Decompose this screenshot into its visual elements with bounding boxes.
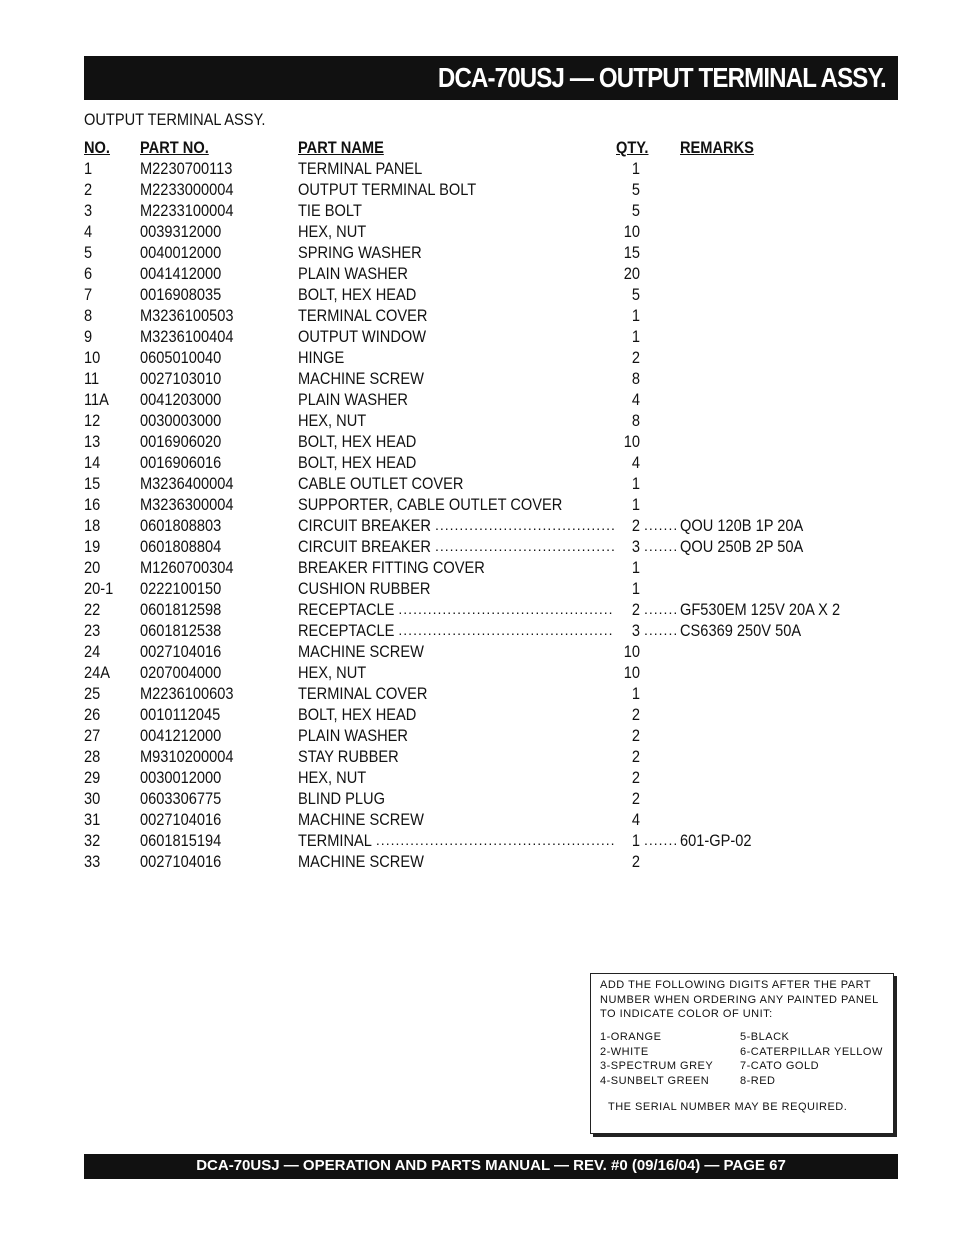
- part-name: CIRCUIT BREAKER: [298, 537, 431, 556]
- quantity: 5: [631, 285, 640, 304]
- quantity: 4: [631, 810, 640, 829]
- color-code: 1-ORANGE: [600, 1031, 662, 1043]
- item-number: 9: [84, 327, 93, 346]
- item-number: 23: [84, 621, 101, 640]
- quantity: 10: [623, 663, 640, 682]
- quantity: 2: [631, 726, 640, 745]
- item-number: 2: [84, 180, 93, 199]
- quantity: 1: [631, 159, 640, 178]
- table-row: [84, 767, 898, 788]
- part-number: M3236100404: [140, 327, 234, 346]
- table-row: [84, 830, 898, 851]
- part-number: 0603306775: [140, 789, 222, 808]
- table-row: [84, 410, 898, 431]
- part-number: 0041212000: [140, 726, 222, 745]
- table-row: [84, 473, 898, 494]
- quantity: 2: [631, 348, 640, 367]
- table-header-row: [84, 137, 898, 158]
- item-number: 11: [84, 369, 100, 388]
- quantity: 1: [631, 831, 640, 850]
- part-number: 0027104016: [140, 810, 222, 829]
- part-name: TERMINAL: [298, 831, 372, 850]
- dot-leader: [644, 536, 676, 557]
- part-number: 0601808803: [140, 516, 222, 535]
- part-number: 0222100150: [140, 579, 222, 598]
- column-header-remarks: REMARKS: [680, 138, 754, 157]
- part-number: M2233000004: [140, 180, 234, 199]
- item-number: 19: [84, 537, 101, 556]
- part-number: 0016908035: [140, 285, 222, 304]
- part-name: HEX, NUT: [298, 768, 367, 787]
- item-number: 8: [84, 306, 93, 325]
- part-name: BOLT, HEX HEAD: [298, 453, 417, 472]
- part-number: 0027104016: [140, 852, 222, 871]
- part-number: M1260700304: [140, 558, 234, 577]
- item-number: 28: [84, 747, 101, 766]
- table-row: [84, 599, 898, 620]
- quantity: 8: [631, 411, 640, 430]
- part-number: 0605010040: [140, 348, 222, 367]
- part-name: SUPPORTER, CABLE OUTLET COVER: [298, 495, 563, 514]
- part-number: 0027104016: [140, 642, 222, 661]
- part-number: M2233100004: [140, 201, 234, 220]
- item-number: 27: [84, 726, 101, 745]
- table-row: [84, 662, 898, 683]
- item-number: 10: [84, 348, 101, 367]
- part-name: BOLT, HEX HEAD: [298, 432, 417, 451]
- part-number: 0601815194: [140, 831, 222, 850]
- part-name: RECEPTACLE: [298, 621, 395, 640]
- page-title: DCA-70USJ — OUTPUT TERMINAL ASSY.: [438, 62, 886, 93]
- remarks: CS6369 250V 50A: [680, 621, 802, 640]
- dot-leader: [435, 536, 614, 557]
- color-code: 4-SUNBELT GREEN: [600, 1074, 710, 1087]
- color-code: 3-SPECTRUM GREY: [600, 1060, 714, 1072]
- table-row: [84, 326, 898, 347]
- quantity: 2: [631, 789, 640, 808]
- column-header-part-name: PART NAME: [298, 138, 384, 157]
- quantity: 10: [623, 222, 640, 241]
- part-name: OUTPUT TERMINAL BOLT: [298, 180, 477, 199]
- dot-leader: [398, 620, 614, 641]
- part-number: 0601808804: [140, 537, 222, 556]
- quantity: 2: [631, 705, 640, 724]
- table-body: [84, 158, 898, 872]
- part-number: M2236100603: [140, 684, 234, 703]
- part-number: M9310200004: [140, 747, 234, 766]
- item-number: 4: [84, 222, 93, 241]
- part-name: MACHINE SCREW: [298, 369, 424, 388]
- part-name: BLIND PLUG: [298, 789, 385, 808]
- part-number: M3236100503: [140, 306, 234, 325]
- remarks: QOU 250B 2P 50A: [680, 537, 804, 556]
- note-serial: THE SERIAL NUMBER MAY BE REQUIRED.: [608, 1101, 848, 1113]
- part-number: 0030003000: [140, 411, 222, 430]
- table-row: [84, 389, 898, 410]
- part-number: 0601812598: [140, 600, 222, 619]
- part-name: TERMINAL PANEL: [298, 159, 423, 178]
- dot-leader: [644, 515, 676, 536]
- item-number: 26: [84, 705, 101, 724]
- quantity: 1: [631, 579, 640, 598]
- table-row: [84, 284, 898, 305]
- part-number: 0041412000: [140, 264, 222, 283]
- dot-leader: [644, 830, 676, 851]
- item-number: 11A: [84, 390, 109, 409]
- part-name: TERMINAL COVER: [298, 306, 428, 325]
- part-name: BOLT, HEX HEAD: [298, 705, 417, 724]
- part-name: TIE BOLT: [298, 201, 362, 220]
- quantity: 5: [631, 201, 640, 220]
- quantity: 15: [623, 243, 640, 262]
- part-number: 0039312000: [140, 222, 222, 241]
- table-row: [84, 263, 898, 284]
- table-row: [84, 809, 898, 830]
- part-number: 0016906016: [140, 453, 222, 472]
- table-row: [84, 158, 898, 179]
- color-code: 2-WHITE: [600, 1045, 649, 1058]
- parts-table: [84, 137, 898, 872]
- quantity: 2: [631, 747, 640, 766]
- item-number: 20-1: [84, 579, 114, 598]
- column-header-no: NO.: [84, 138, 111, 157]
- remarks: QOU 120B 1P 20A: [680, 516, 804, 535]
- table-row: [84, 788, 898, 809]
- table-row: [84, 305, 898, 326]
- footer-text: DCA-70USJ — OPERATION AND PARTS MANUAL — REV. #0 (09/16/04) — PAGE 67: [196, 1157, 786, 1174]
- quantity: 8: [631, 369, 640, 388]
- remarks: 601-GP-02: [680, 831, 752, 850]
- column-header-part-no: PART NO.: [140, 138, 209, 157]
- color-code: 8-RED: [740, 1074, 776, 1087]
- dot-leader: [435, 515, 614, 536]
- note-intro: ADD THE FOLLOWING DIGITS AFTER THE PART NUMBER WHEN ORDERING ANY PAINTED PANEL TO INDICATE COLOR OF UNIT:: [600, 979, 879, 1020]
- part-number: 0207004000: [140, 663, 222, 682]
- item-number: 31: [84, 810, 101, 829]
- part-number: M3236400004: [140, 474, 234, 493]
- quantity: 1: [631, 327, 640, 346]
- item-number: 16: [84, 495, 101, 514]
- part-name: BREAKER FITTING COVER: [298, 558, 485, 577]
- part-name: STAY RUBBER: [298, 747, 399, 766]
- part-number: 0030012000: [140, 768, 222, 787]
- table-row: [84, 242, 898, 263]
- item-number: 7: [84, 285, 93, 304]
- quantity: 2: [631, 516, 640, 535]
- item-number: 32: [84, 831, 101, 850]
- part-number: 0041203000: [140, 390, 222, 409]
- item-number: 13: [84, 432, 101, 451]
- page-footer: [84, 1154, 898, 1179]
- dot-leader: [644, 620, 676, 641]
- part-name: CIRCUIT BREAKER: [298, 516, 431, 535]
- part-number: 0040012000: [140, 243, 222, 262]
- part-name: BOLT, HEX HEAD: [298, 285, 417, 304]
- quantity: 4: [631, 390, 640, 409]
- table-row: [84, 347, 898, 368]
- color-code: 7-CATO GOLD: [740, 1060, 820, 1072]
- part-name: HEX, NUT: [298, 222, 367, 241]
- part-name: HEX, NUT: [298, 411, 367, 430]
- quantity: 2: [631, 852, 640, 871]
- table-row: [84, 515, 898, 536]
- part-number: 0010112045: [140, 705, 221, 724]
- quantity: 10: [623, 642, 640, 661]
- part-name: MACHINE SCREW: [298, 810, 424, 829]
- part-name: MACHINE SCREW: [298, 852, 424, 871]
- part-name: PLAIN WASHER: [298, 390, 408, 409]
- part-name: SPRING WASHER: [298, 243, 422, 262]
- part-number: 0601812538: [140, 621, 222, 640]
- part-name: PLAIN WASHER: [298, 726, 408, 745]
- table-row: [84, 494, 898, 515]
- color-code: 6-CATERPILLAR YELLOW: [740, 1045, 883, 1058]
- table-row: [84, 431, 898, 452]
- dot-leader: [644, 599, 676, 620]
- table-row: [84, 452, 898, 473]
- part-name: TERMINAL COVER: [298, 684, 428, 703]
- item-number: 18: [84, 516, 101, 535]
- dot-leader: [376, 830, 614, 851]
- item-number: 3: [84, 201, 93, 220]
- page-header: [84, 56, 898, 100]
- table-row: [84, 641, 898, 662]
- paint-color-note: [590, 973, 894, 1134]
- item-number: 24A: [84, 663, 111, 682]
- item-number: 24: [84, 642, 101, 661]
- quantity: 4: [631, 453, 640, 472]
- quantity: 20: [623, 264, 640, 283]
- item-number: 20: [84, 558, 101, 577]
- item-number: 6: [84, 264, 93, 283]
- table-row: [84, 179, 898, 200]
- table-row: [84, 200, 898, 221]
- part-name: PLAIN WASHER: [298, 264, 408, 283]
- part-name: RECEPTACLE: [298, 600, 395, 619]
- quantity: 1: [631, 684, 640, 703]
- item-number: 30: [84, 789, 101, 808]
- part-name: HINGE: [298, 348, 345, 367]
- item-number: 14: [84, 453, 101, 472]
- part-name: OUTPUT WINDOW: [298, 327, 427, 346]
- quantity: 1: [631, 495, 640, 514]
- item-number: 25: [84, 684, 101, 703]
- table-row: [84, 221, 898, 242]
- table-row: [84, 851, 898, 872]
- section-title: OUTPUT TERMINAL ASSY.: [84, 110, 266, 129]
- quantity: 1: [631, 558, 640, 577]
- item-number: 15: [84, 474, 101, 493]
- quantity: 5: [631, 180, 640, 199]
- part-name: MACHINE SCREW: [298, 642, 424, 661]
- part-name: CUSHION RUBBER: [298, 579, 431, 598]
- quantity: 3: [631, 537, 640, 556]
- item-number: 22: [84, 600, 101, 619]
- quantity: 1: [631, 306, 640, 325]
- item-number: 29: [84, 768, 101, 787]
- dot-leader: [398, 599, 614, 620]
- column-header-qty: QTY.: [616, 138, 649, 157]
- part-number: 0016906020: [140, 432, 222, 451]
- item-number: 12: [84, 411, 101, 430]
- remarks: GF530EM 125V 20A X 2: [680, 600, 841, 619]
- item-number: 1: [84, 159, 93, 178]
- quantity: 3: [631, 621, 640, 640]
- table-row: [84, 683, 898, 704]
- table-row: [84, 368, 898, 389]
- quantity: 2: [631, 600, 640, 619]
- color-code: 5-BLACK: [740, 1031, 790, 1043]
- item-number: 5: [84, 243, 93, 262]
- table-row: [84, 746, 898, 767]
- part-number: 0027103010: [140, 369, 222, 388]
- table-row: [84, 557, 898, 578]
- table-row: [84, 725, 898, 746]
- table-row: [84, 578, 898, 599]
- quantity: 1: [631, 474, 640, 493]
- table-row: [84, 536, 898, 557]
- quantity: 10: [623, 432, 640, 451]
- quantity: 2: [631, 768, 640, 787]
- part-name: HEX, NUT: [298, 663, 367, 682]
- table-row: [84, 704, 898, 725]
- part-number: M2230700113: [140, 159, 233, 178]
- part-number: M3236300004: [140, 495, 234, 514]
- part-name: CABLE OUTLET COVER: [298, 474, 464, 493]
- item-number: 33: [84, 852, 101, 871]
- table-row: [84, 620, 898, 641]
